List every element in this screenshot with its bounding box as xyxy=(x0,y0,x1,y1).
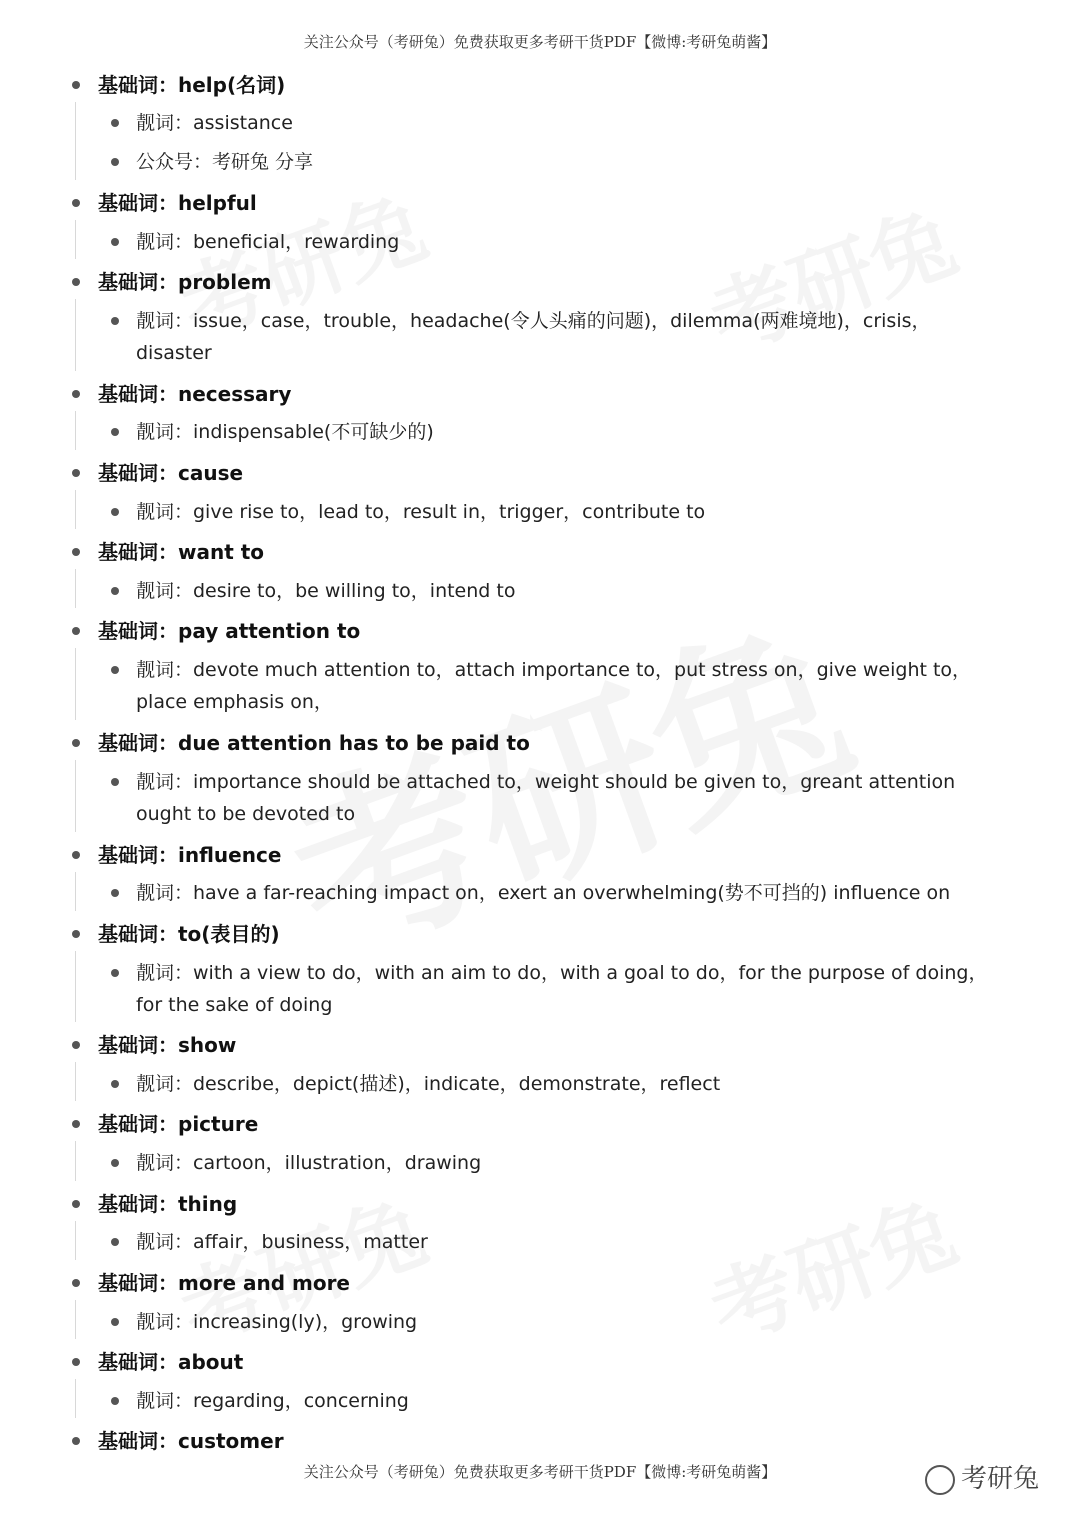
synonym-line: 靓词：desire to，be willing to，intend to xyxy=(136,580,516,602)
synonym-line: 靓词：increasing(ly)，growing xyxy=(136,1311,418,1333)
bullet-icon xyxy=(72,278,80,286)
indent-guide xyxy=(75,951,76,1022)
sub-bullet-icon xyxy=(111,119,119,127)
bullet-icon xyxy=(72,627,80,635)
sub-bullet-icon xyxy=(111,1159,119,1167)
sub-bullet-icon xyxy=(111,1397,119,1405)
base-word: 基础词：pay attention to xyxy=(98,619,361,643)
indent-guide xyxy=(75,1141,76,1181)
bullet-icon xyxy=(72,1200,80,1208)
indent-guide xyxy=(75,299,76,371)
base-word: 基础词：problem xyxy=(98,270,272,294)
sub-bullet-icon xyxy=(111,428,119,436)
base-word: 基础词：customer xyxy=(98,1429,284,1453)
synonym-line: 靓词：with a view to do，with an aim to do，with a goal to do，for the purpose of doing，for the sake of doing xyxy=(136,962,988,1016)
bullet-icon xyxy=(72,81,80,89)
base-word: 基础词：due attention has to be paid to xyxy=(98,731,530,755)
synonym-line: 靓词：regarding，concerning xyxy=(136,1390,409,1412)
indent-guide xyxy=(75,872,76,911)
synonym-line: 靓词：give rise to，lead to，result in，trigger，contribute to xyxy=(136,501,706,523)
sub-bullet-icon xyxy=(111,1238,119,1246)
base-word: 基础词：show xyxy=(98,1033,237,1057)
base-word: 基础词：influence xyxy=(98,843,282,867)
bullet-icon xyxy=(72,1041,80,1049)
bullet-icon xyxy=(72,1358,80,1366)
sub-bullet-icon xyxy=(111,158,119,166)
base-word: 基础词：cause xyxy=(98,461,244,485)
base-word: 基础词：necessary xyxy=(98,382,292,406)
bullet-icon xyxy=(72,199,80,207)
synonym-line: 公众号：考研兔 分享 xyxy=(136,151,314,173)
base-word: 基础词：more and more xyxy=(98,1271,350,1295)
synonym-line: 靓词：indispensable(不可缺少的) xyxy=(136,421,434,443)
base-word: 基础词：want to xyxy=(98,540,265,564)
page-footer: 关注公众号（考研兔）免费获取更多考研干货PDF【微博:考研兔萌酱】 xyxy=(303,1463,777,1481)
bullet-icon xyxy=(72,548,80,556)
base-word: 基础词：helpful xyxy=(98,191,257,215)
base-word: 基础词：about xyxy=(98,1350,244,1374)
wechat-icon xyxy=(925,1465,955,1495)
indent-guide xyxy=(75,220,76,259)
bullet-icon xyxy=(72,851,80,859)
bullet-icon xyxy=(72,930,80,938)
base-word: 基础词：help(名词) xyxy=(98,73,286,97)
synonym-line: 靓词：issue，case，trouble，headache(令人头痛的问题)，dilemma(两难境地)，crisis，disaster xyxy=(136,310,931,364)
sub-bullet-icon xyxy=(111,1318,119,1326)
sub-bullet-icon xyxy=(111,778,119,786)
synonym-line: 靓词：have a far-reaching impact on，exert an overwhelming(势不可挡的) influence on xyxy=(136,882,951,904)
indent-guide xyxy=(75,490,76,529)
bullet-icon xyxy=(72,1437,80,1445)
indent-guide xyxy=(75,411,76,450)
synonym-line: 靓词：cartoon，illustration，drawing xyxy=(136,1152,482,1174)
bullet-icon xyxy=(72,469,80,477)
synonym-line: 靓词：affair，business，matter xyxy=(136,1231,428,1253)
synonym-line: 靓词：assistance xyxy=(136,112,293,134)
sub-bullet-icon xyxy=(111,1080,119,1088)
page-header: 关注公众号（考研兔）免费获取更多考研干货PDF【微博:考研兔萌酱】 xyxy=(303,33,777,51)
sub-bullet-icon xyxy=(111,587,119,595)
bullet-icon xyxy=(72,739,80,747)
logo-text: 考研兔 xyxy=(961,1464,1040,1494)
synonym-line: 靓词：importance should be attached to，weight should be given to，greant attention ought to be devoted to xyxy=(136,771,956,825)
wechat-logo xyxy=(925,1458,1039,1495)
base-word: 基础词：picture xyxy=(98,1112,259,1136)
base-word: 基础词：thing xyxy=(98,1192,238,1216)
indent-guide xyxy=(75,569,76,608)
indent-guide xyxy=(75,102,76,180)
bullet-icon xyxy=(72,1279,80,1287)
indent-guide xyxy=(75,1062,76,1101)
synonym-line: 靓词：devote much attention to，attach importance to，put stress on，give weight to，place emphasis on， xyxy=(136,659,972,713)
sub-bullet-icon xyxy=(111,889,119,897)
synonym-line: 靓词：beneficial，rewarding xyxy=(136,231,400,253)
indent-guide xyxy=(75,1379,76,1418)
sub-bullet-icon xyxy=(111,508,119,516)
sub-bullet-icon xyxy=(111,238,119,246)
bullet-icon xyxy=(72,1120,80,1128)
synonym-line: 靓词：describe，depict(描述)，indicate，demonstrate，reflect xyxy=(136,1073,721,1095)
indent-guide xyxy=(75,1300,76,1339)
indent-guide xyxy=(75,760,76,832)
sub-bullet-icon xyxy=(111,317,119,325)
sub-bullet-icon xyxy=(111,666,119,674)
indent-guide xyxy=(75,648,76,720)
indent-guide xyxy=(75,1221,76,1260)
bullet-icon xyxy=(72,390,80,398)
sub-bullet-icon xyxy=(111,969,119,977)
base-word: 基础词：to(表目的) xyxy=(98,922,280,946)
